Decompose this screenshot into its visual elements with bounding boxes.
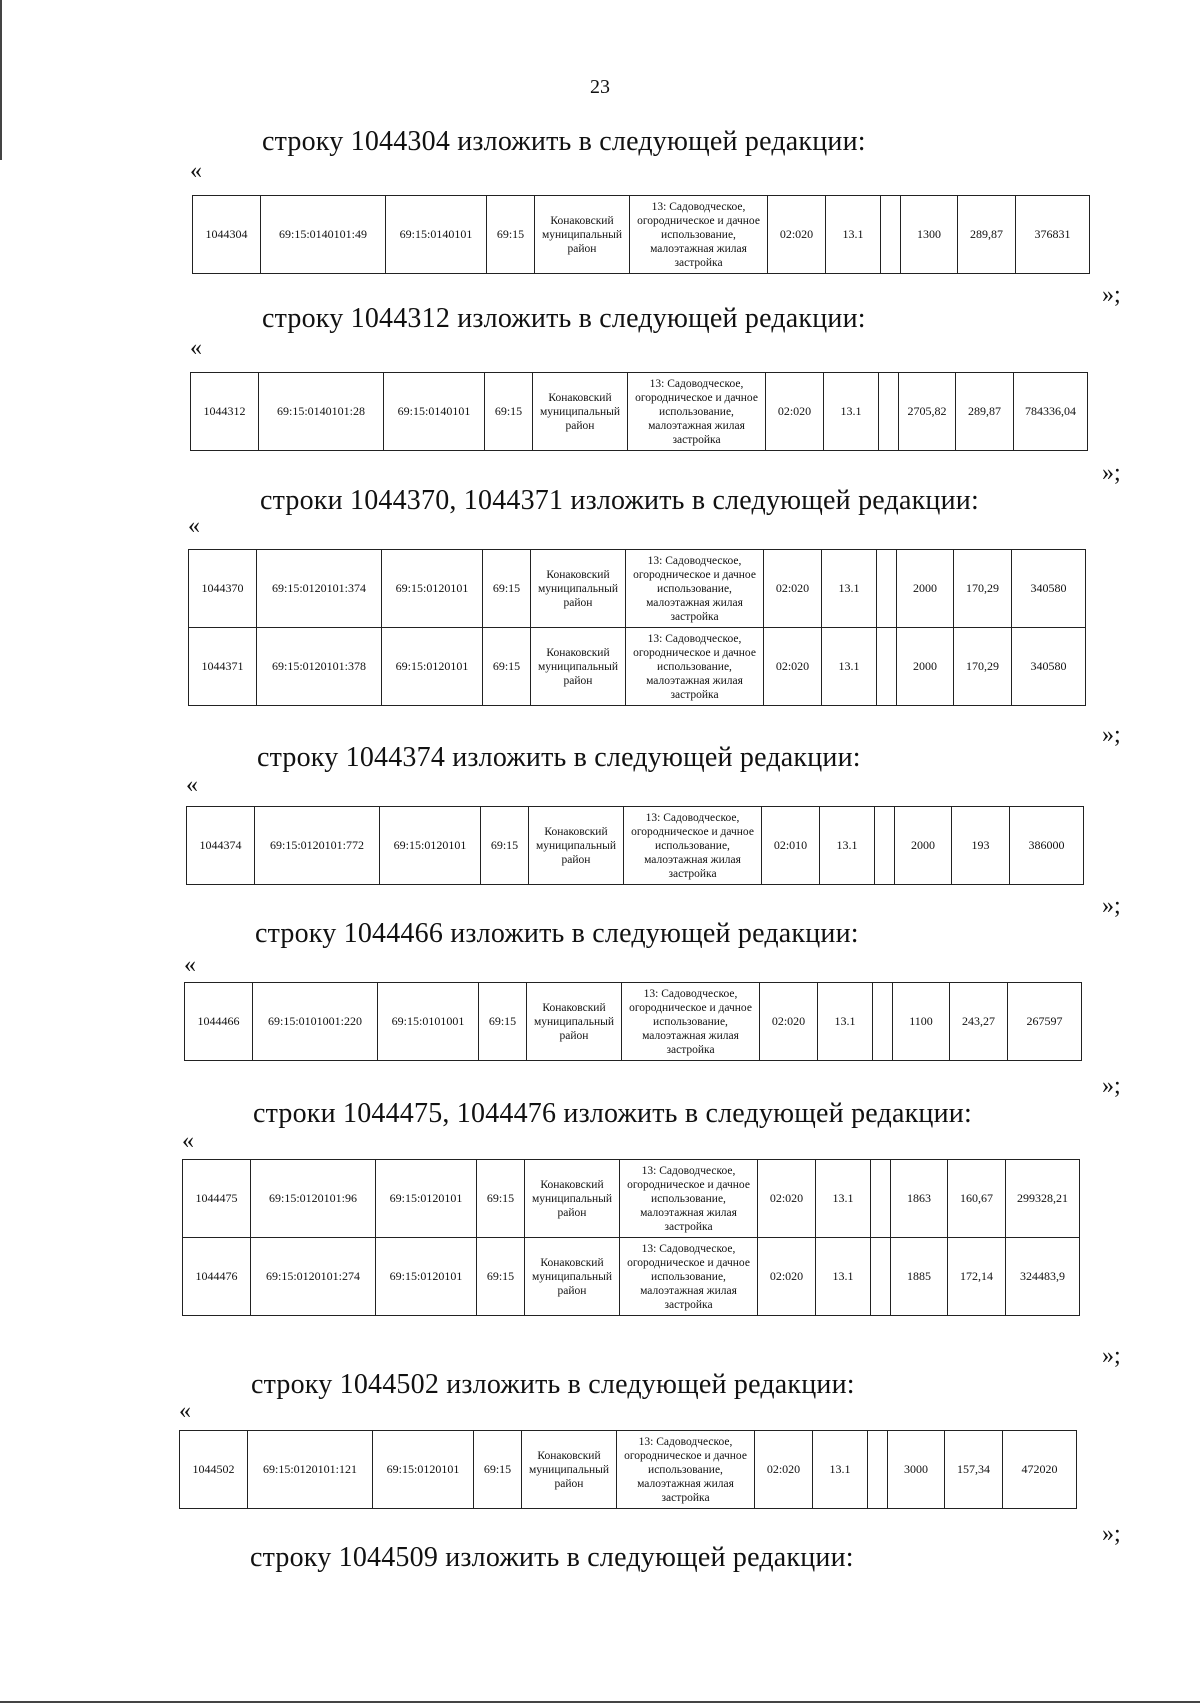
table-row bbox=[191, 373, 1088, 451]
closing-quote: »; bbox=[1102, 1073, 1121, 1099]
cadastral-value-cell: 299328,21 bbox=[1006, 1160, 1080, 1238]
rate-cell: 170,29 bbox=[954, 550, 1012, 628]
area-cell: 1885 bbox=[891, 1238, 948, 1316]
district-cell: Конаковский муниципальный район bbox=[533, 373, 628, 451]
section-heading: строку 1044502 изложить в следующей редакции: bbox=[251, 1369, 855, 1400]
table-row bbox=[183, 1238, 1080, 1316]
zone-code-cell: 69:15 bbox=[477, 1238, 525, 1316]
area-cell: 2000 bbox=[895, 807, 952, 885]
cadastral-value-cell: 386000 bbox=[1010, 807, 1084, 885]
opening-quote: « bbox=[190, 335, 202, 361]
row-id-cell: 1044312 bbox=[191, 373, 259, 451]
closing-quote: »; bbox=[1102, 460, 1121, 486]
group-code-cell: 02:020 bbox=[764, 550, 822, 628]
row-id-cell: 1044466 bbox=[185, 983, 253, 1061]
opening-quote: « bbox=[179, 1398, 191, 1424]
rate-cell: 170,29 bbox=[954, 628, 1012, 706]
group-code-cell: 02:020 bbox=[758, 1160, 816, 1238]
table-row bbox=[180, 1431, 1077, 1509]
records-table bbox=[184, 982, 1082, 1061]
group-code-cell: 02:020 bbox=[760, 983, 818, 1061]
subgroup-cell: 13.1 bbox=[822, 628, 877, 706]
subgroup-cell: 13.1 bbox=[818, 983, 873, 1061]
group-code-cell: 02:020 bbox=[758, 1238, 816, 1316]
section-heading: строку 1044466 изложить в следующей редакции: bbox=[255, 918, 859, 949]
rate-cell: 172,14 bbox=[948, 1238, 1006, 1316]
cadastral-quarter-cell: 69:15:0101001 bbox=[378, 983, 479, 1061]
blank-cell bbox=[871, 1160, 891, 1238]
cadastral-number-cell: 69:15:0120101:96 bbox=[251, 1160, 376, 1238]
subgroup-cell: 13.1 bbox=[816, 1160, 871, 1238]
zone-code-cell: 69:15 bbox=[483, 550, 531, 628]
row-id-cell: 1044371 bbox=[189, 628, 257, 706]
section-heading: строки 1044370, 1044371 изложить в следующей редакции: bbox=[260, 485, 979, 516]
area-cell: 2000 bbox=[897, 628, 954, 706]
land-use-cell: 13: Садоводческое, огородническое и дачное использование, малоэтажная жилая застройка bbox=[620, 1238, 758, 1316]
district-cell: Конаковский муниципальный район bbox=[525, 1238, 620, 1316]
land-use-cell: 13: Садоводческое, огородническое и дачное использование, малоэтажная жилая застройка bbox=[617, 1431, 755, 1509]
zone-code-cell: 69:15 bbox=[487, 196, 535, 274]
closing-quote: »; bbox=[1102, 1343, 1121, 1369]
district-cell: Конаковский муниципальный район bbox=[529, 807, 624, 885]
cadastral-number-cell: 69:15:0120101:772 bbox=[255, 807, 380, 885]
cadastral-number-cell: 69:15:0101001:220 bbox=[253, 983, 378, 1061]
cadastral-value-cell: 472020 bbox=[1003, 1431, 1077, 1509]
group-code-cell: 02:020 bbox=[755, 1431, 813, 1509]
section-heading: строку 1044509 изложить в следующей редакции: bbox=[250, 1542, 854, 1573]
group-code-cell: 02:020 bbox=[766, 373, 824, 451]
area-cell: 3000 bbox=[888, 1431, 945, 1509]
cadastral-quarter-cell: 69:15:0120101 bbox=[376, 1238, 477, 1316]
subgroup-cell: 13.1 bbox=[826, 196, 881, 274]
row-id-cell: 1044476 bbox=[183, 1238, 251, 1316]
rate-cell: 243,27 bbox=[950, 983, 1008, 1061]
section-heading: строку 1044374 изложить в следующей редакции: bbox=[257, 742, 861, 773]
subgroup-cell: 13.1 bbox=[824, 373, 879, 451]
cadastral-quarter-cell: 69:15:0120101 bbox=[373, 1431, 474, 1509]
blank-cell bbox=[881, 196, 901, 274]
page-number: 23 bbox=[590, 76, 610, 98]
cadastral-quarter-cell: 69:15:0120101 bbox=[382, 628, 483, 706]
land-use-cell: 13: Садоводческое, огородническое и дачное использование, малоэтажная жилая застройка bbox=[620, 1160, 758, 1238]
land-use-cell: 13: Садоводческое, огородническое и дачное использование, малоэтажная жилая застройка bbox=[628, 373, 766, 451]
area-cell: 2000 bbox=[897, 550, 954, 628]
zone-code-cell: 69:15 bbox=[483, 628, 531, 706]
cadastral-quarter-cell: 69:15:0140101 bbox=[384, 373, 485, 451]
group-code-cell: 02:020 bbox=[764, 628, 822, 706]
cadastral-value-cell: 376831 bbox=[1016, 196, 1090, 274]
subgroup-cell: 13.1 bbox=[820, 807, 875, 885]
zone-code-cell: 69:15 bbox=[474, 1431, 522, 1509]
section-heading: строку 1044312 изложить в следующей редакции: bbox=[262, 303, 866, 334]
row-id-cell: 1044304 bbox=[193, 196, 261, 274]
cadastral-number-cell: 69:15:0140101:28 bbox=[259, 373, 384, 451]
cadastral-number-cell: 69:15:0120101:374 bbox=[257, 550, 382, 628]
cadastral-quarter-cell: 69:15:0120101 bbox=[376, 1160, 477, 1238]
land-use-cell: 13: Садоводческое, огородническое и дачное использование, малоэтажная жилая застройка bbox=[630, 196, 768, 274]
cadastral-value-cell: 340580 bbox=[1012, 550, 1086, 628]
blank-cell bbox=[875, 807, 895, 885]
records-table bbox=[188, 549, 1086, 706]
district-cell: Конаковский муниципальный район bbox=[527, 983, 622, 1061]
table-row bbox=[189, 550, 1086, 628]
table-row bbox=[183, 1160, 1080, 1238]
opening-quote: « bbox=[182, 1128, 194, 1154]
group-code-cell: 02:010 bbox=[762, 807, 820, 885]
district-cell: Конаковский муниципальный район bbox=[531, 628, 626, 706]
rate-cell: 160,67 bbox=[948, 1160, 1006, 1238]
records-table bbox=[192, 195, 1090, 274]
area-cell: 1863 bbox=[891, 1160, 948, 1238]
table-row bbox=[193, 196, 1090, 274]
district-cell: Конаковский муниципальный район bbox=[531, 550, 626, 628]
subgroup-cell: 13.1 bbox=[816, 1238, 871, 1316]
blank-cell bbox=[873, 983, 893, 1061]
rate-cell: 289,87 bbox=[956, 373, 1014, 451]
cadastral-quarter-cell: 69:15:0120101 bbox=[382, 550, 483, 628]
district-cell: Конаковский муниципальный район bbox=[522, 1431, 617, 1509]
zone-code-cell: 69:15 bbox=[479, 983, 527, 1061]
rate-cell: 193 bbox=[952, 807, 1010, 885]
cadastral-value-cell: 324483,9 bbox=[1006, 1238, 1080, 1316]
closing-quote: »; bbox=[1102, 722, 1121, 748]
zone-code-cell: 69:15 bbox=[477, 1160, 525, 1238]
records-table bbox=[182, 1159, 1080, 1316]
opening-quote: « bbox=[190, 158, 202, 184]
records-table bbox=[186, 806, 1084, 885]
blank-cell bbox=[871, 1238, 891, 1316]
blank-cell bbox=[877, 628, 897, 706]
district-cell: Конаковский муниципальный район bbox=[535, 196, 630, 274]
closing-quote: »; bbox=[1102, 1521, 1121, 1547]
opening-quote: « bbox=[186, 772, 198, 798]
land-use-cell: 13: Садоводческое, огородническое и дачное использование, малоэтажная жилая застройка bbox=[622, 983, 760, 1061]
rate-cell: 289,87 bbox=[958, 196, 1016, 274]
land-use-cell: 13: Садоводческое, огородническое и дачное использование, малоэтажная жилая застройка bbox=[626, 550, 764, 628]
land-use-cell: 13: Садоводческое, огородническое и дачное использование, малоэтажная жилая застройка bbox=[626, 628, 764, 706]
table-row bbox=[189, 628, 1086, 706]
rate-cell: 157,34 bbox=[945, 1431, 1003, 1509]
blank-cell bbox=[879, 373, 899, 451]
table-row bbox=[185, 983, 1082, 1061]
district-cell: Конаковский муниципальный район bbox=[525, 1160, 620, 1238]
area-cell: 1300 bbox=[901, 196, 958, 274]
group-code-cell: 02:020 bbox=[768, 196, 826, 274]
section-heading: строки 1044475, 1044476 изложить в следующей редакции: bbox=[253, 1098, 972, 1129]
cadastral-value-cell: 267597 bbox=[1008, 983, 1082, 1061]
zone-code-cell: 69:15 bbox=[481, 807, 529, 885]
cadastral-quarter-cell: 69:15:0140101 bbox=[386, 196, 487, 274]
cadastral-number-cell: 69:15:0120101:274 bbox=[251, 1238, 376, 1316]
row-id-cell: 1044374 bbox=[187, 807, 255, 885]
row-id-cell: 1044475 bbox=[183, 1160, 251, 1238]
subgroup-cell: 13.1 bbox=[822, 550, 877, 628]
opening-quote: « bbox=[184, 952, 196, 978]
closing-quote: »; bbox=[1102, 893, 1121, 919]
area-cell: 1100 bbox=[893, 983, 950, 1061]
subgroup-cell: 13.1 bbox=[813, 1431, 868, 1509]
cadastral-number-cell: 69:15:0140101:49 bbox=[261, 196, 386, 274]
area-cell: 2705,82 bbox=[899, 373, 956, 451]
cadastral-value-cell: 340580 bbox=[1012, 628, 1086, 706]
blank-cell bbox=[868, 1431, 888, 1509]
section-heading: строку 1044304 изложить в следующей редакции: bbox=[262, 126, 866, 157]
cadastral-number-cell: 69:15:0120101:378 bbox=[257, 628, 382, 706]
opening-quote: « bbox=[188, 513, 200, 539]
closing-quote: »; bbox=[1102, 282, 1121, 308]
cadastral-value-cell: 784336,04 bbox=[1014, 373, 1088, 451]
records-table bbox=[190, 372, 1088, 451]
records-table bbox=[179, 1430, 1077, 1509]
zone-code-cell: 69:15 bbox=[485, 373, 533, 451]
blank-cell bbox=[877, 550, 897, 628]
row-id-cell: 1044370 bbox=[189, 550, 257, 628]
row-id-cell: 1044502 bbox=[180, 1431, 248, 1509]
cadastral-quarter-cell: 69:15:0120101 bbox=[380, 807, 481, 885]
land-use-cell: 13: Садоводческое, огородническое и дачное использование, малоэтажная жилая застройка bbox=[624, 807, 762, 885]
cadastral-number-cell: 69:15:0120101:121 bbox=[248, 1431, 373, 1509]
table-row bbox=[187, 807, 1084, 885]
